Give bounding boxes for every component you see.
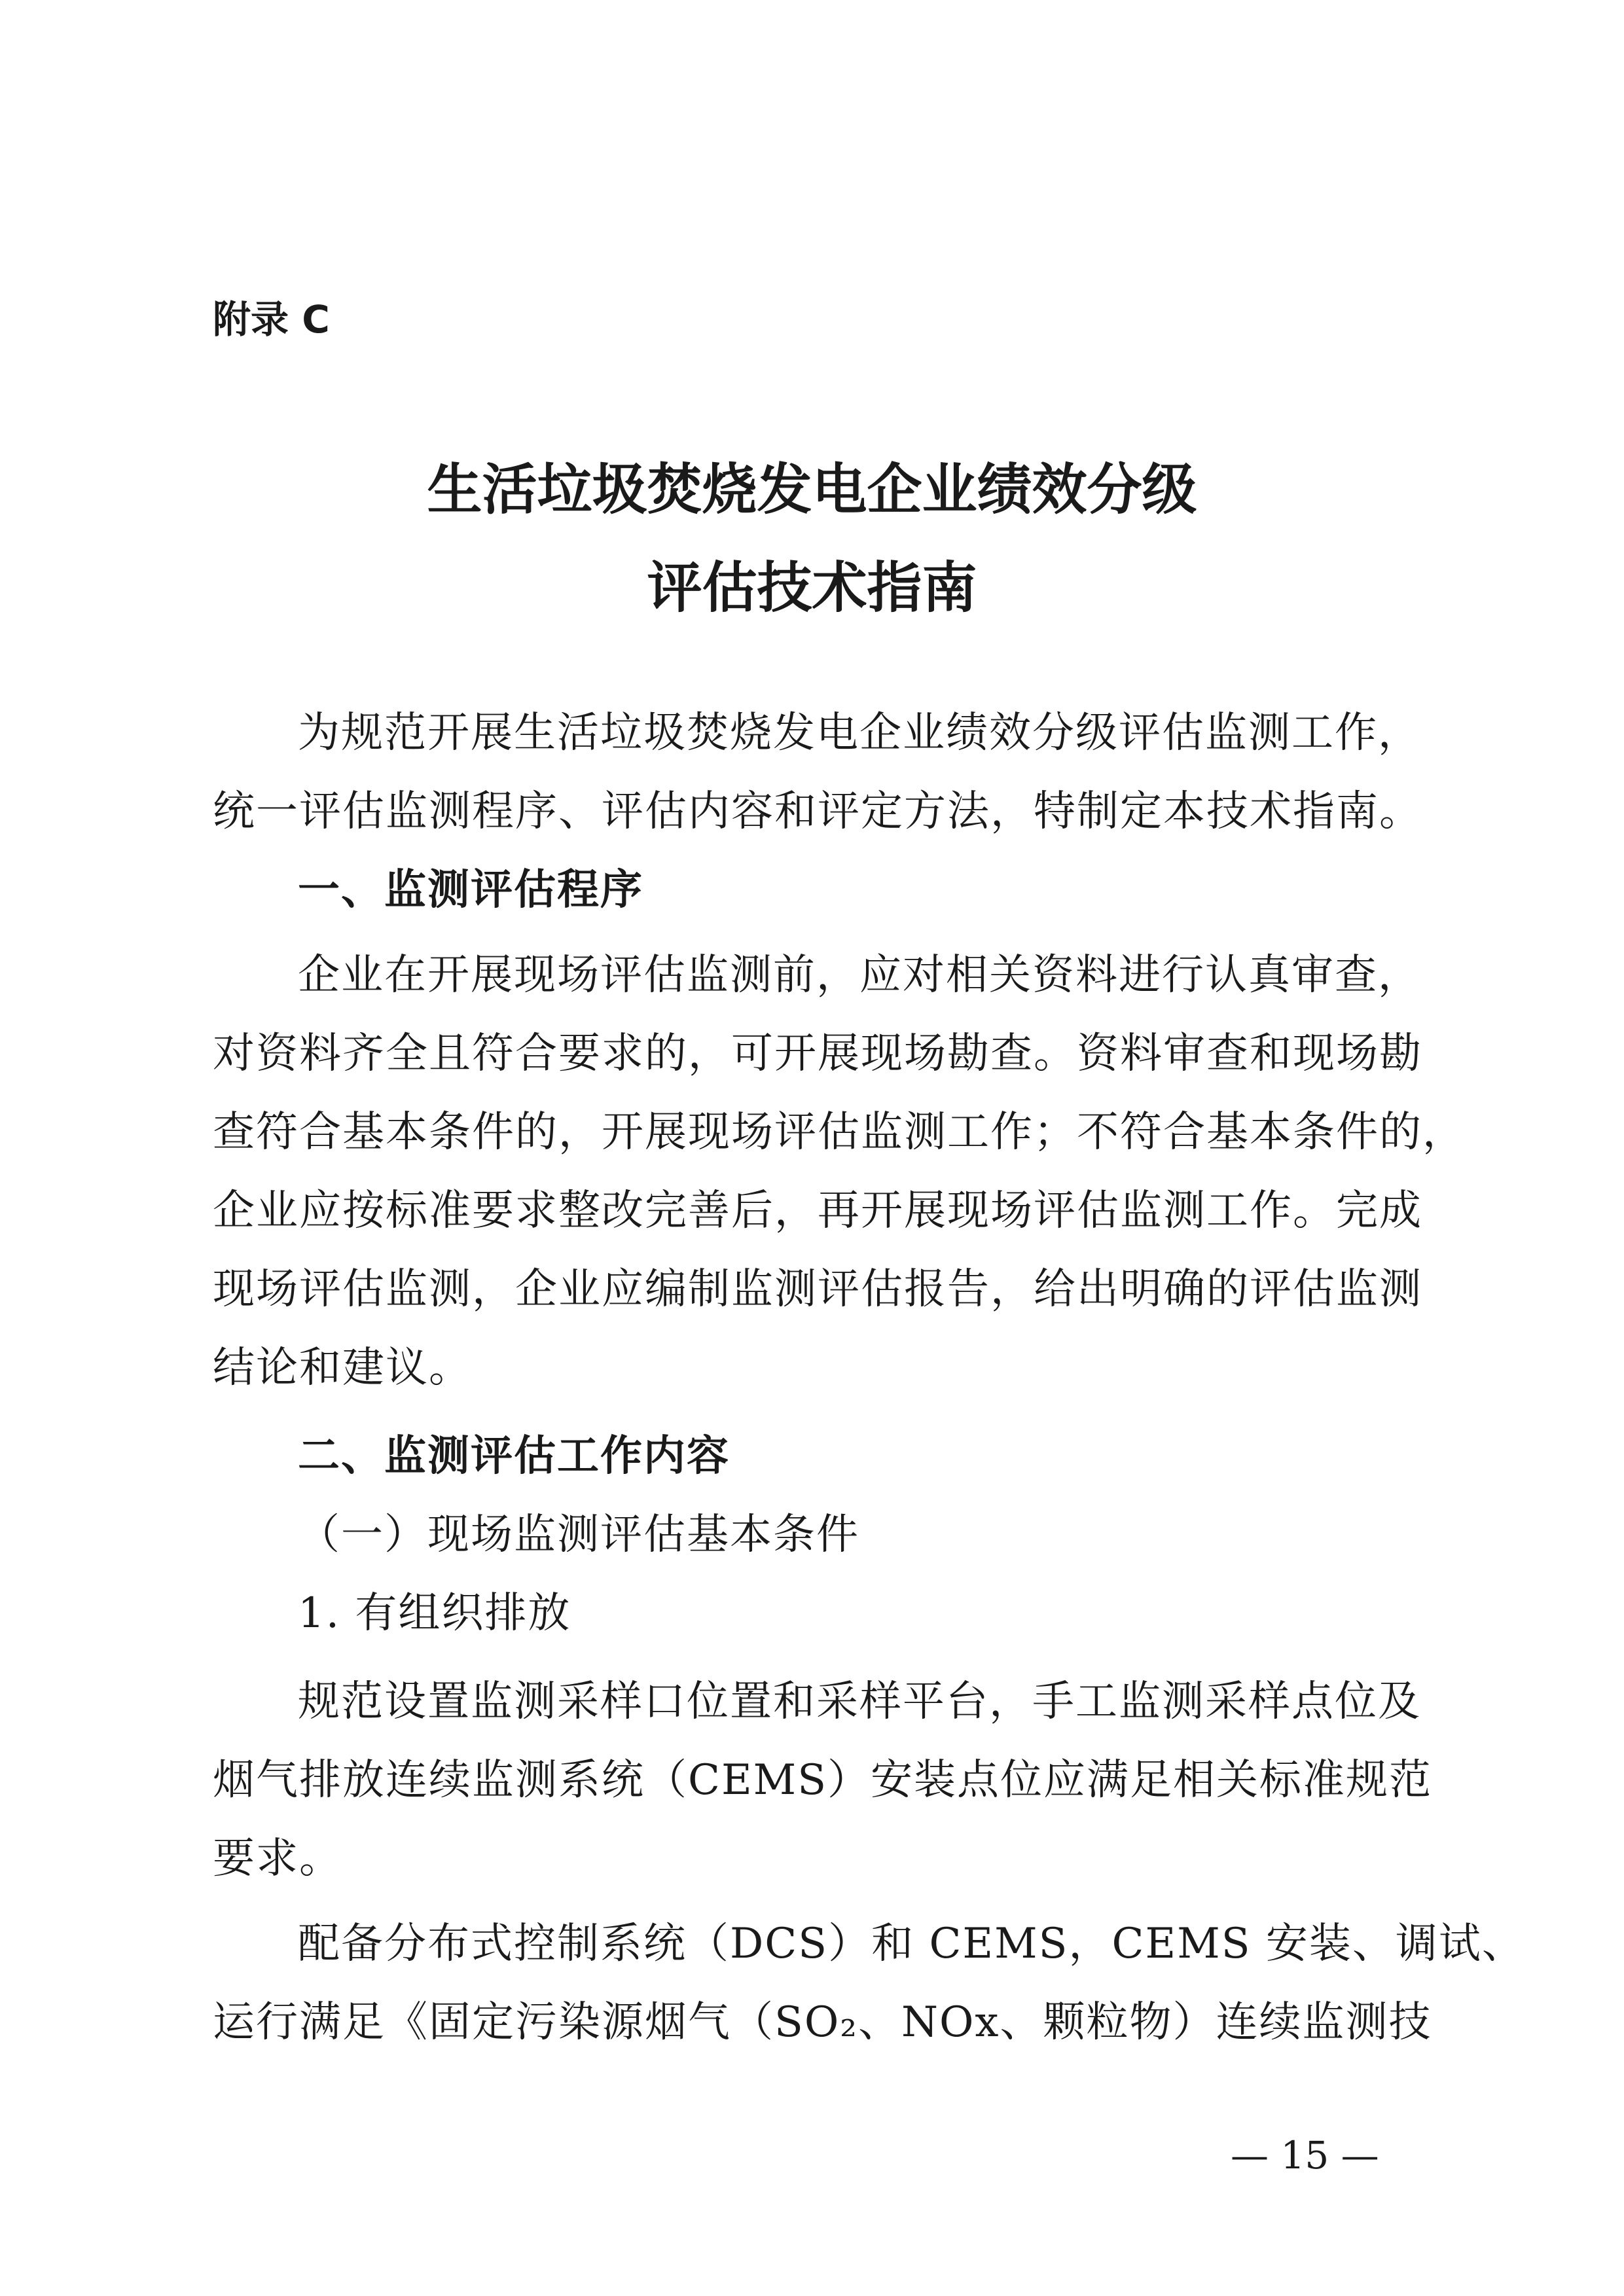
item-1-para-1-line-1: 规范设置监测采样口位置和采样平台，手工监测采样点位及 (298, 1677, 1421, 1726)
section-1-line-4: 企业应按标准要求整改完善后，再开展现场评估监测工作。完成 (213, 1187, 1422, 1235)
intro-line-1: 为规范开展生活垃圾焚烧发电企业绩效分级评估监测工作， (298, 709, 1421, 757)
section-1-heading: 一、监测评估程序 (298, 866, 643, 914)
item-1-para-1-line-2: 烟气排放连续监测系统（CEMS）安装点位应满足相关标准规范 (213, 1756, 1433, 1804)
page-number: — 15 — (1231, 2133, 1379, 2178)
item-1-para-2-line-2: 运行满足《固定污染源烟气（SO₂、NOx、颗粒物）连续监测技 (213, 1998, 1432, 2047)
section-1-line-1: 企业在开展现场评估监测前，应对相关资料进行认真审查， (298, 951, 1421, 999)
document-title-line-2: 评估技术指南 (647, 556, 977, 620)
intro-line-2: 统一评估监测程序、评估内容和评定方法，特制定本技术指南。 (213, 787, 1422, 836)
section-1-line-6: 结论和建议。 (213, 1344, 472, 1392)
section-2-heading: 二、监测评估工作内容 (298, 1432, 730, 1480)
item-1-para-2-line-1: 配备分布式控制系统（DCS）和 CEMS，CEMS 安装、调试、 (298, 1920, 1525, 1968)
subsection-1-heading: （一）现场监测评估基本条件 (298, 1511, 859, 1559)
item-1-para-1-line-3: 要求。 (213, 1835, 342, 1883)
section-1-line-5: 现场评估监测，企业应编制监测评估报告，给出明确的评估监测 (213, 1265, 1422, 1314)
item-1-heading: 1. 有组织排放 (298, 1589, 571, 1638)
document-title-line-1: 生活垃圾焚烧发电企业绩效分级 (427, 457, 1197, 522)
section-1-line-3: 查符合基本条件的，开展现场评估监测工作；不符合基本条件的， (213, 1108, 1466, 1157)
appendix-label: 附录 C (213, 297, 330, 342)
section-1-line-2: 对资料齐全且符合要求的，可开展现场勘查。资料审查和现场勘 (213, 1030, 1422, 1078)
